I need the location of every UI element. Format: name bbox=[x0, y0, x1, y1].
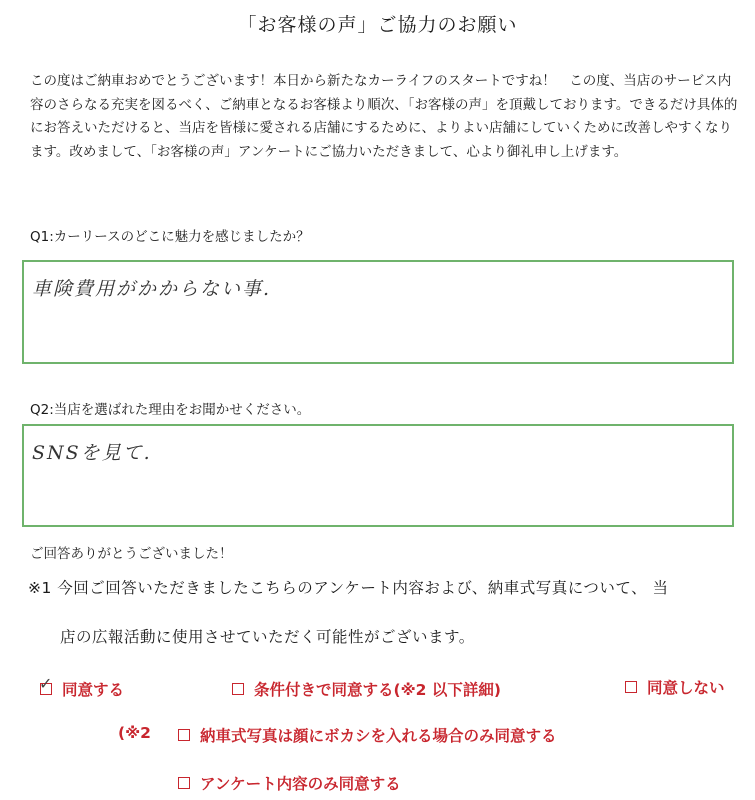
disagree-label: 同意しない bbox=[647, 679, 725, 697]
agree-checkbox[interactable] bbox=[39, 673, 53, 695]
q1-answer-text: 車険費用がかからない事. bbox=[32, 278, 272, 300]
disagree-checkbox[interactable] bbox=[625, 681, 637, 693]
option-detail-a[interactable] bbox=[178, 724, 557, 746]
option-disagree[interactable] bbox=[625, 676, 725, 698]
page-title: 「お客様の声」ご協力のお願い bbox=[237, 14, 518, 36]
q2-label: Q2:当店を選ばれた理由をお聞かせください。 bbox=[30, 402, 311, 418]
q2-answer-box[interactable] bbox=[22, 424, 734, 527]
note-line-1: ※1 今回ご回答いただきましたこちらのアンケート内容および、納車式写真について、 当 bbox=[28, 579, 669, 597]
detail-b-label: アンケート内容のみ同意する bbox=[200, 775, 401, 793]
detail-a-label: 納車式写真は顔にボカシを入れる場合のみ同意する bbox=[200, 727, 557, 745]
thanks-text: ご回答ありがとうございました！ bbox=[30, 546, 233, 562]
option-agree[interactable] bbox=[39, 673, 125, 700]
detail-prefix: (※2 bbox=[118, 724, 151, 742]
q2-answer-text: SNSを見て. bbox=[32, 442, 152, 464]
q1-label: Q1:カーリースのどこに魅力を感じましたか？ bbox=[30, 229, 310, 245]
detail-b-checkbox[interactable] bbox=[178, 777, 190, 789]
option-detail-b[interactable] bbox=[178, 772, 401, 794]
q1-answer-box[interactable] bbox=[22, 260, 734, 364]
option-conditional[interactable] bbox=[232, 678, 501, 700]
intro-paragraph: この度はご納車おめでとうございます！本日から新たなカーライフのスタートですね！ この度、当店のサービス内容のさらなる充実を図るべく、ご納車となるお客様より順次、「お客様の声」を頂戴しております。できるだけ具体的にお答えいただけると、当店を皆様に愛される店舗にするために、よりよい店舗にしていくために改善しやすくなります。改めまして、「お客様の声」アンケートにご協力いただきまして、心より御礼申し上げます。 bbox=[30, 73, 738, 160]
agree-label: 同意する bbox=[62, 681, 125, 699]
conditional-label: 条件付きで同意する(※2 以下詳細) bbox=[254, 681, 501, 699]
detail-a-checkbox[interactable] bbox=[178, 729, 190, 741]
note-line-2: 店の広報活動に使用させていただく可能性がございます。 bbox=[60, 628, 475, 646]
check-mark-icon: ✓ bbox=[39, 673, 53, 693]
conditional-checkbox[interactable] bbox=[232, 683, 244, 695]
